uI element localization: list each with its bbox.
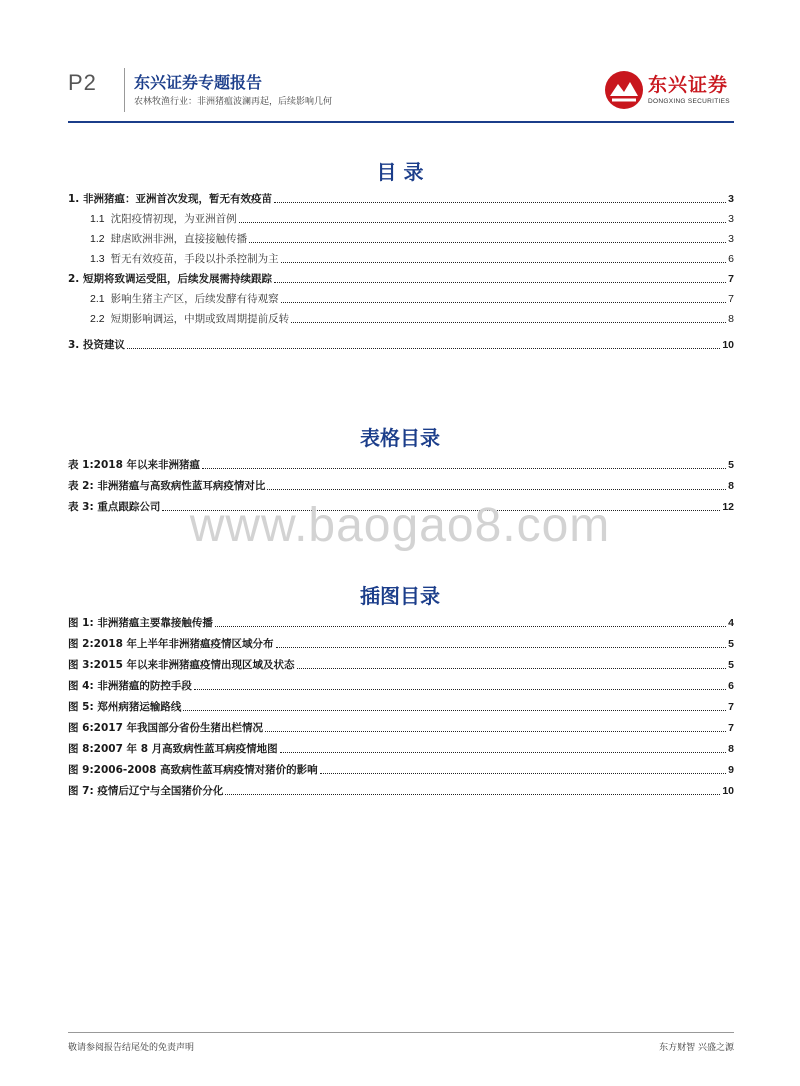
report-title: 东兴证券专题报告 (134, 73, 263, 92)
toc-subentry[interactable] (68, 312, 734, 326)
figure-entry-page: 8 (728, 743, 734, 755)
figure-entry-title: 图 4: 非洲猪瘟的防控手段 (68, 680, 192, 692)
figure-entry-title: 图 8:2007 年 8 月高致病性蓝耳病疫情地图 (68, 743, 278, 755)
figure-entry[interactable] (68, 763, 734, 777)
figure-entry[interactable] (68, 721, 734, 735)
figure-entry-page: 6 (728, 680, 734, 692)
toc-entry-title: 3. 投资建议 (68, 339, 125, 351)
figure-entry-title: 图 7: 疫情后辽宁与全国猪价分化 (68, 785, 224, 797)
toc-entry[interactable] (68, 338, 734, 352)
leader-dots (239, 222, 727, 223)
toc-subentry-title: 短期影响调运，中期或致周期提前反转 (110, 313, 290, 325)
company-logo (604, 68, 734, 112)
figure-entry[interactable] (68, 784, 734, 798)
leader-dots (127, 348, 720, 349)
figure-entry-page: 7 (728, 722, 734, 734)
toc-subentry[interactable] (68, 292, 734, 306)
figure-entry-title: 图 5: 郑州病猪运输路线 (68, 701, 182, 713)
footer-rule (68, 1032, 734, 1033)
figure-entry-page: 10 (722, 785, 734, 797)
table-entry-page: 12 (722, 501, 734, 513)
leader-dots (274, 202, 726, 203)
leader-dots (320, 773, 727, 774)
figure-entry[interactable] (68, 616, 734, 630)
watermark: www.baogao8.com (189, 499, 611, 552)
toc-entry-page: 7 (728, 273, 734, 285)
tables-list-title: 表格目录 (360, 426, 440, 450)
page-number: P2 (68, 70, 97, 95)
header-divider (124, 68, 125, 112)
table-entry[interactable] (68, 479, 734, 493)
toc-subentry-title: 暂无有效疫苗，手段以扑杀控制为主 (110, 253, 279, 265)
figure-entry-title: 图 6:2017 年我国部分省份生猪出栏情况 (68, 722, 264, 734)
figure-entry-page: 9 (728, 764, 734, 776)
toc-subentry-title: 沈阳疫情初现，为亚洲首例 (110, 213, 237, 225)
toc-subentry-title: 影响生猪主产区，后续发酵有待观察 (110, 293, 279, 305)
leader-dots (225, 794, 720, 795)
toc-subentry-page: 7 (728, 293, 734, 305)
leader-dots (194, 689, 726, 690)
header-rule (68, 121, 734, 123)
leader-dots (265, 731, 726, 732)
figure-entry-page: 5 (728, 638, 734, 650)
toc-entry-title: 2. 短期将致调运受阻，后续发展需持续跟踪 (68, 273, 272, 285)
figures-list-title: 插图目录 (360, 584, 440, 608)
leader-dots (297, 668, 727, 669)
report-subtitle: 农林牧渔行业：非洲猪瘟波澜再起，后续影响几何 (134, 97, 333, 107)
toc-subentry-page: 8 (728, 313, 734, 325)
toc-title: 目 录 (376, 160, 424, 184)
toc-subentry[interactable] (68, 252, 734, 266)
logo-text-en: DONGXING SECURITIES (648, 98, 730, 105)
table-entry-title: 表 1:2018 年以来非洲猪瘟 (68, 459, 201, 471)
footer-slogan: 东方财智 兴盛之源 (659, 1043, 734, 1053)
toc-subentry-number: 1.1 (90, 213, 105, 225)
leader-dots (280, 752, 727, 753)
figure-entry[interactable] (68, 637, 734, 651)
page-header (68, 64, 734, 120)
figure-entry[interactable] (68, 700, 734, 714)
logo-text-cn: 东兴证券 (648, 74, 729, 96)
leader-dots (202, 468, 726, 469)
leader-dots (281, 262, 727, 263)
leader-dots (215, 626, 726, 627)
table-entry-title: 表 3: 重点跟踪公司 (68, 501, 161, 513)
figure-entry[interactable] (68, 658, 734, 672)
figure-entry-title: 图 2:2018 年上半年非洲猪瘟疫情区域分布 (68, 638, 274, 650)
logo-mark-icon (604, 70, 644, 110)
toc-entry[interactable] (68, 272, 734, 286)
toc-subentry-page: 3 (728, 213, 734, 225)
figure-entry[interactable] (68, 742, 734, 756)
toc-subentry-title: 肆虐欧洲非洲，直接接触传播 (110, 233, 248, 245)
table-entry[interactable] (68, 458, 734, 472)
toc-entry-page: 3 (728, 193, 734, 205)
toc-entry-page: 10 (722, 339, 734, 351)
table-entry-title: 表 2: 非洲猪瘟与高致病性蓝耳病疫情对比 (68, 480, 266, 492)
leader-dots (183, 710, 726, 711)
leader-dots (281, 302, 727, 303)
figure-entry-title: 图 9:2006-2008 高致病性蓝耳病疫情对猪价的影响 (68, 764, 318, 776)
toc-subentry-number: 1.3 (90, 253, 105, 265)
toc-subentry-page: 3 (728, 233, 734, 245)
leader-dots (249, 242, 726, 243)
figure-entry-title: 图 3:2015 年以来非洲猪瘟疫情出现区域及状态 (68, 659, 295, 671)
toc-subentry-page: 6 (728, 253, 734, 265)
leader-dots (274, 282, 726, 283)
toc-subentry-number: 2.1 (90, 293, 105, 305)
toc-subentry-number: 1.2 (90, 233, 105, 245)
toc-entry[interactable] (68, 192, 734, 206)
figure-entry-title: 图 1: 非洲猪瘟主要靠接触传播 (68, 617, 213, 629)
figure-entry-page: 4 (728, 617, 734, 629)
toc-entry-title: 1. 非洲猪瘟：亚洲首次发现，暂无有效疫苗 (68, 193, 272, 205)
table-entry-page: 5 (728, 459, 734, 471)
toc-subentry[interactable] (68, 232, 734, 246)
figure-entry[interactable] (68, 679, 734, 693)
figure-entry-page: 7 (728, 701, 734, 713)
table-entry-page: 8 (728, 480, 734, 492)
leader-dots (276, 647, 727, 648)
figure-entry-page: 5 (728, 659, 734, 671)
leader-dots (291, 322, 726, 323)
leader-dots (267, 489, 726, 490)
toc-subentry[interactable] (68, 212, 734, 226)
footer-disclaimer: 敬请参阅报告结尾处的免责声明 (68, 1043, 195, 1053)
toc-subentry-number: 2.2 (90, 313, 105, 325)
